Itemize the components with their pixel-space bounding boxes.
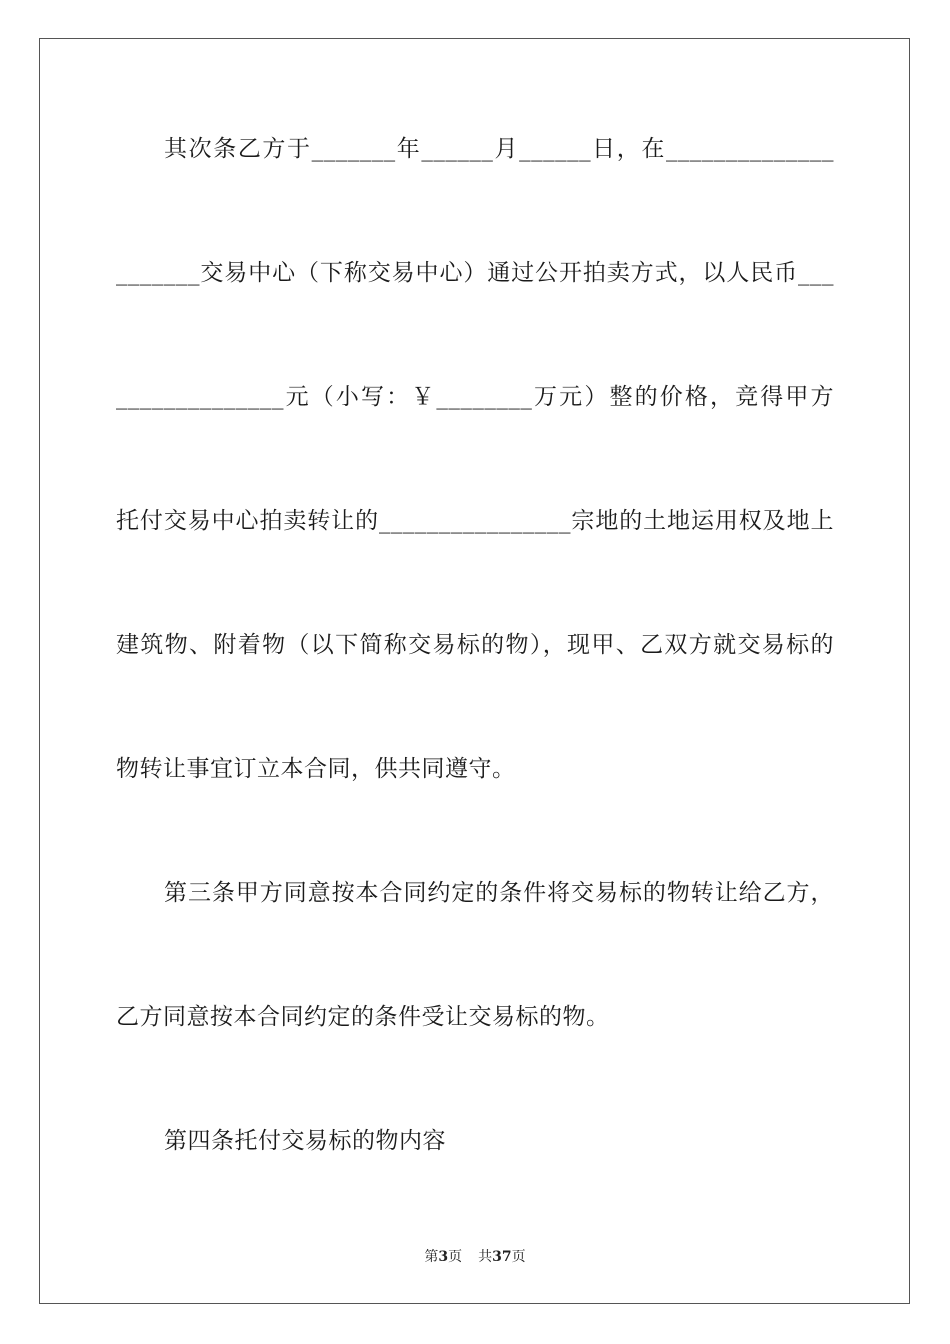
paragraph-line-8: 乙方同意按本合同约定的条件受让交易标的物。 <box>116 1004 610 1030</box>
paragraph-line-2: _______交易中心（下称交易中心）通过公开拍卖方式，以人民币___ <box>116 260 834 286</box>
page-frame <box>39 38 910 1304</box>
paragraph-line-3: ______________元（小写：￥________万元）整的价格，竞得甲方 <box>116 384 834 410</box>
total-pages: 37 <box>492 1249 512 1265</box>
total-unit: 页 <box>511 1249 526 1265</box>
page-number: 3 <box>438 1249 449 1265</box>
paragraph-line-4: 托付交易中心拍卖转让的________________宗地的土地运用权及地上 <box>116 508 834 534</box>
total-prefix: 共 <box>478 1249 493 1265</box>
section-heading-4: 第四条托付交易标的物内容 <box>164 1128 446 1154</box>
paragraph-line-7: 第三条甲方同意按本合同约定的条件将交易标的物转让给乙方， <box>164 880 834 906</box>
paragraph-line-5: 建筑物、附着物（以下简称交易标的物），现甲、乙双方就交易标的 <box>116 632 834 658</box>
page-prefix: 第 <box>424 1249 439 1265</box>
page-footer <box>0 1247 950 1267</box>
page-unit: 页 <box>448 1249 463 1265</box>
paragraph-line-6: 物转让事宜订立本合同，供共同遵守。 <box>116 756 516 782</box>
paragraph-line-1: 其次条乙方于_______年______月______日，在______________ <box>164 136 834 162</box>
